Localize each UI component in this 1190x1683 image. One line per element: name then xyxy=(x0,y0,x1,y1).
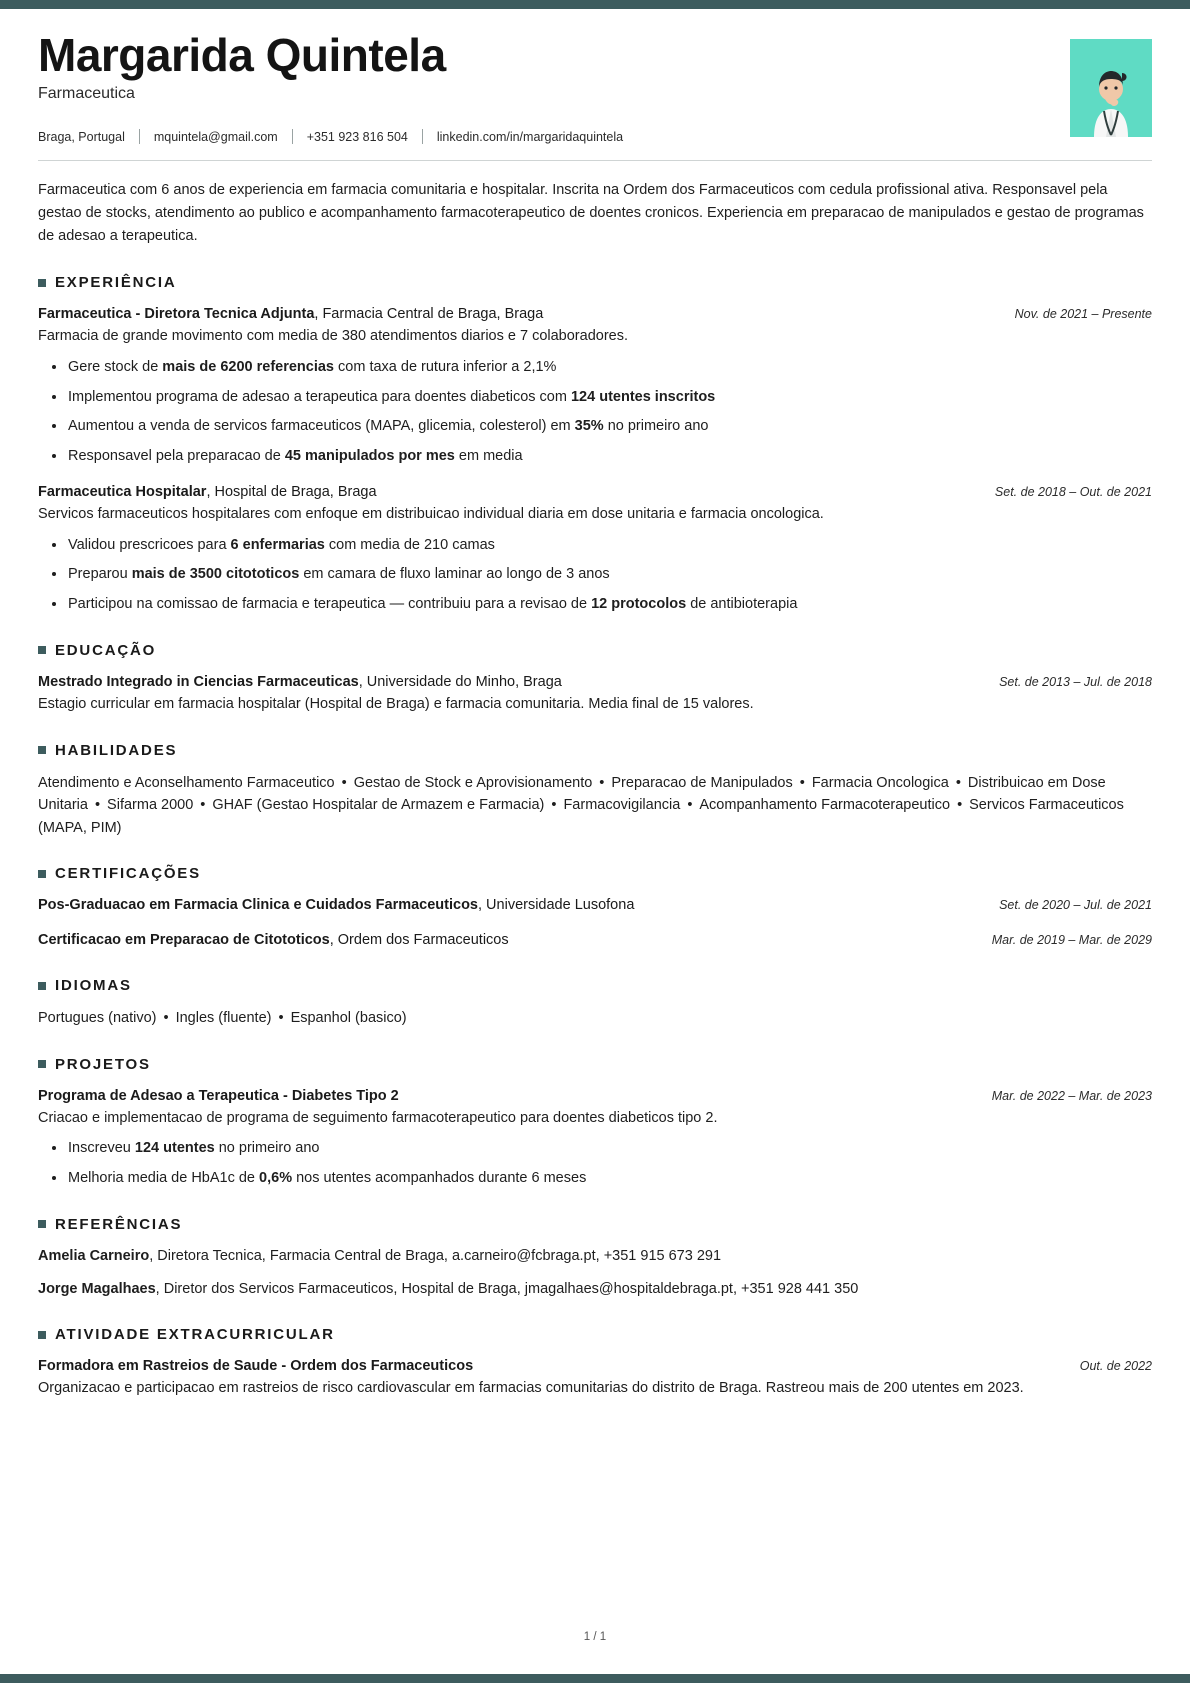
skill-item: GHAF (Gestao Hospitalar de Armazem e Farmacia) xyxy=(212,797,545,814)
square-bullet-icon xyxy=(38,870,46,878)
skill-item: Acompanhamento Farmacoterapeutico xyxy=(699,797,951,814)
bullet-list xyxy=(38,535,1152,616)
section-certifications xyxy=(38,865,1152,951)
bottom-accent-bar xyxy=(0,1674,1190,1683)
job-role: Farmaceutica - Diretora Tecnica Adjunta xyxy=(38,306,315,323)
section-header-experience xyxy=(38,274,1152,291)
bullet-highlight: 0,6% xyxy=(259,1170,293,1187)
skill-item: Farmacovigilancia xyxy=(563,797,681,814)
resume-header xyxy=(38,9,1152,144)
reference-name: Jorge Magalhaes xyxy=(38,1280,156,1297)
language-item: Espanhol (basico) xyxy=(290,1010,407,1027)
certification-entry xyxy=(38,930,1152,951)
section-title: HABILIDADES xyxy=(55,741,178,759)
bullet-highlight: 6 enfermarias xyxy=(230,536,325,553)
list-separator-dot: • xyxy=(599,774,605,791)
experience-entry xyxy=(38,482,1152,616)
bullet-item: Gere stock de mais de 6200 referencias com taxa de rutura inferior a 2,1% xyxy=(68,357,1152,379)
square-bullet-icon xyxy=(38,1060,46,1068)
skill-item: Gestao de Stock e Aprovisionamento xyxy=(353,774,593,791)
languages-list xyxy=(38,1007,1152,1030)
bullet-highlight: 12 protocolos xyxy=(591,596,687,613)
list-separator-dot: • xyxy=(551,797,557,814)
section-header-extracurricular xyxy=(38,1326,1152,1343)
bullet-item: Implementou programa de adesao a terapeutica para doentes diabeticos com 124 utentes inscritos xyxy=(68,387,1152,409)
entry-row xyxy=(38,672,1152,693)
section-header-education xyxy=(38,642,1152,659)
section-title: CERTIFICAÇÕES xyxy=(55,865,201,883)
experience-entry xyxy=(38,304,1152,468)
contact-item: linkedin.com/in/margaridaquintela xyxy=(436,129,624,144)
skill-item: Preparacao de Manipulados xyxy=(611,774,793,791)
section-header-languages xyxy=(38,977,1152,994)
job-description: Servicos farmaceuticos hospitalares com enfoque em distribuicao individual diaria em dose unitaria e farmacia oncologica. xyxy=(38,505,824,522)
summary-text: Farmaceutica com 6 anos de experiencia em farmacia comunitaria e hospitalar. Inscrita na Ordem dos Farmaceuticos com cedula profissional ativa. Responsavel pela gestao de stocks, atendimento ao publico e acompanhamento farmacoterapeutico de doentes cronicos. Experiencia em preparacao de manipulados e gestao de programas de adesao a terapeutica. xyxy=(38,182,1144,245)
skill-item: Farmacia Oncologica xyxy=(811,774,949,791)
section-title: EDUCAÇÃO xyxy=(55,641,157,659)
reference-entry: Jorge Magalhaes, Diretor dos Servicos Farmaceuticos, Hospital de Braga, jmagalhaes@hospitaldebraga.pt, +351 928 441 350 xyxy=(38,1280,859,1297)
certification-name: Pos-Graduacao em Farmacia Clinica e Cuidados Farmaceuticos xyxy=(38,897,478,914)
project-date: Mar. de 2022 – Mar. de 2023 xyxy=(991,1088,1152,1103)
entry-row xyxy=(38,930,1152,951)
skills-list xyxy=(38,772,1152,840)
reference-entry-list xyxy=(38,1246,1152,1301)
project-entry-list xyxy=(38,1086,1152,1190)
job-date: Set. de 2018 – Out. de 2021 xyxy=(994,484,1152,499)
skill-item: Distribuicao em Dose Unitaria xyxy=(38,774,1106,814)
language-item: Ingles (fluente) xyxy=(175,1010,272,1027)
language-item: Portugues (nativo) xyxy=(38,1010,157,1027)
bullet-highlight: 45 manipulados por mes xyxy=(284,448,455,465)
job-title: Farmaceutica xyxy=(38,85,135,103)
skill-item: Servicos Farmaceuticos (MAPA, PIM) xyxy=(38,797,1124,836)
section-extracurricular xyxy=(38,1326,1152,1400)
entry-heading xyxy=(38,1086,974,1107)
square-bullet-icon xyxy=(38,1331,46,1339)
skill-item: Atendimento e Aconselhamento Farmaceutico xyxy=(38,774,335,791)
certification-date: Set. de 2020 – Jul. de 2021 xyxy=(999,898,1152,913)
bullet-highlight: 124 utentes xyxy=(134,1140,215,1157)
education-entry-list xyxy=(38,672,1152,716)
entry-heading xyxy=(38,1356,1062,1377)
bullet-highlight: 124 utentes inscritos xyxy=(570,388,716,405)
section-header-certifications xyxy=(38,865,1152,882)
contact-separator xyxy=(139,129,140,144)
job-role: Farmaceutica Hospitalar xyxy=(38,483,207,500)
list-separator-dot: • xyxy=(200,797,206,814)
list-separator-dot: • xyxy=(687,797,693,814)
section-title: EXPERIÊNCIA xyxy=(55,274,177,292)
list-separator-dot: • xyxy=(94,797,101,814)
bullet-list xyxy=(38,1138,1152,1190)
entry-heading: Farmaceutica - Diretora Tecnica Adjunta, Farmacia Central de Braga, Braga xyxy=(38,306,544,323)
project-entry xyxy=(38,1086,1152,1190)
bullet-item: Aumentou a venda de servicos farmaceuticos (MAPA, glicemia, colesterol) em 35% no primeiro ano xyxy=(68,416,1152,438)
section-languages xyxy=(38,977,1152,1030)
activity-description: Organizacao e participacao em rastreios de risco cardiovascular em farmacias comunitarias do distrito de Braga. Rastreou mais de 200 utentes em 2023. xyxy=(38,1380,1024,1397)
section-title: IDIOMAS xyxy=(55,977,132,995)
entry-heading: Certificacao em Preparacao de Citototicos, Ordem dos Farmaceuticos xyxy=(38,932,509,949)
square-bullet-icon xyxy=(38,746,46,754)
reference-entry: Amelia Carneiro, Diretora Tecnica, Farmacia Central de Braga, a.carneiro@fcbraga.pt, +351 915 673 291 xyxy=(38,1247,722,1264)
job-description: Farmacia de grande movimento com media de 380 atendimentos diarios e 7 colaboradores. xyxy=(38,328,628,345)
avatar-illustration xyxy=(1070,39,1152,137)
extracurricular-entry-list xyxy=(38,1356,1152,1400)
education-description: Estagio curricular em farmacia hospitalar (Hospital de Braga) e farmacia comunitaria. Media final de 15 valores. xyxy=(38,695,754,712)
section-title: PROJETOS xyxy=(55,1055,151,1073)
section-header-skills xyxy=(38,742,1152,759)
entry-row xyxy=(38,482,1152,503)
section-references xyxy=(38,1216,1152,1301)
list-separator-dot: • xyxy=(278,1010,284,1027)
bullet-item: Inscreveu 124 utentes no primeiro ano xyxy=(68,1138,1152,1160)
top-accent-bar xyxy=(0,0,1190,9)
square-bullet-icon xyxy=(38,646,46,654)
bullet-list xyxy=(38,357,1152,468)
list-separator-dot: • xyxy=(799,774,805,791)
section-education xyxy=(38,642,1152,716)
section-header-references xyxy=(38,1216,1152,1233)
certification-entry xyxy=(38,895,1152,916)
contact-separator xyxy=(292,129,293,144)
page-title: Margarida Quintela xyxy=(38,29,446,81)
bullet-highlight: mais de 3500 citototicos xyxy=(131,566,300,583)
section-experience xyxy=(38,274,1152,616)
bullet-highlight: mais de 6200 referencias xyxy=(162,358,334,375)
project-name: Programa de Adesao a Terapeutica - Diabetes Tipo 2 xyxy=(38,1087,399,1104)
contact-item: +351 923 816 504 xyxy=(306,129,408,144)
section-title: REFERÊNCIAS xyxy=(55,1215,183,1233)
experience-entry-list xyxy=(38,304,1152,616)
bullet-item: Validou prescricoes para 6 enfermarias com media de 210 camas xyxy=(68,535,1152,557)
page-indicator: 1 / 1 xyxy=(583,1631,607,1643)
entry-row xyxy=(38,895,1152,916)
bullet-item: Responsavel pela preparacao de 45 manipulados por mes em media xyxy=(68,446,1152,468)
skill-item: Sifarma 2000 xyxy=(107,797,194,814)
bullet-highlight: 35% xyxy=(574,418,604,435)
avatar xyxy=(1070,39,1152,137)
bullet-item: Melhoria media de HbA1c de 0,6% nos utentes acompanhados durante 6 meses xyxy=(68,1168,1152,1190)
contact-separator xyxy=(422,129,423,144)
square-bullet-icon xyxy=(38,1220,46,1228)
entry-heading: Pos-Graduacao em Farmacia Clinica e Cuidados Farmaceuticos, Universidade Lusofona xyxy=(38,897,635,914)
extracurricular-entry xyxy=(38,1356,1152,1400)
header-divider xyxy=(38,160,1152,161)
bullet-item: Participou na comissao de farmacia e terapeutica — contribuiu para a revisao de 12 protocolos de antibioterapia xyxy=(68,594,1152,616)
contact-line xyxy=(38,129,1050,144)
entry-row xyxy=(38,1086,1152,1107)
contact-item: Braga, Portugal xyxy=(38,129,125,144)
list-separator-dot: • xyxy=(163,1010,169,1027)
reference-name: Amelia Carneiro xyxy=(38,1247,150,1264)
section-header-projects xyxy=(38,1056,1152,1073)
section-skills xyxy=(38,742,1152,840)
bullet-item: Preparou mais de 3500 citototicos em camara de fluxo laminar ao longo de 3 anos xyxy=(68,564,1152,586)
certification-entry-list xyxy=(38,895,1152,951)
activity-date: Out. de 2022 xyxy=(1079,1359,1152,1374)
section-title: ATIVIDADE EXTRACURRICULAR xyxy=(55,1326,335,1344)
degree-name: Mestrado Integrado in Ciencias Farmaceuticas xyxy=(38,673,359,690)
job-date: Nov. de 2021 – Presente xyxy=(1014,307,1152,322)
education-entry xyxy=(38,672,1152,716)
certification-date: Mar. de 2019 – Mar. de 2029 xyxy=(991,933,1152,948)
page-footer xyxy=(0,1631,1190,1643)
list-separator-dot: • xyxy=(957,797,963,814)
entry-heading: Farmaceutica Hospitalar, Hospital de Braga, Braga xyxy=(38,483,377,500)
entry-row xyxy=(38,304,1152,325)
square-bullet-icon xyxy=(38,279,46,287)
activity-name: Formadora em Rastreios de Saude - Ordem dos Farmaceuticos xyxy=(38,1358,474,1375)
section-projects xyxy=(38,1056,1152,1190)
certification-name: Certificacao em Preparacao de Citototicos xyxy=(38,932,330,949)
entry-row xyxy=(38,1356,1152,1377)
list-separator-dot: • xyxy=(341,774,347,791)
list-separator-dot: • xyxy=(955,774,961,791)
education-date: Set. de 2013 – Jul. de 2018 xyxy=(999,674,1152,689)
contact-item: mquintela@gmail.com xyxy=(153,129,278,144)
entry-heading: Mestrado Integrado in Ciencias Farmaceuticas, Universidade do Minho, Braga xyxy=(38,673,562,690)
project-description: Criacao e implementacao de programa de seguimento farmacoterapeutico para doentes diabeticos tipo 2. xyxy=(38,1109,718,1126)
square-bullet-icon xyxy=(38,982,46,990)
